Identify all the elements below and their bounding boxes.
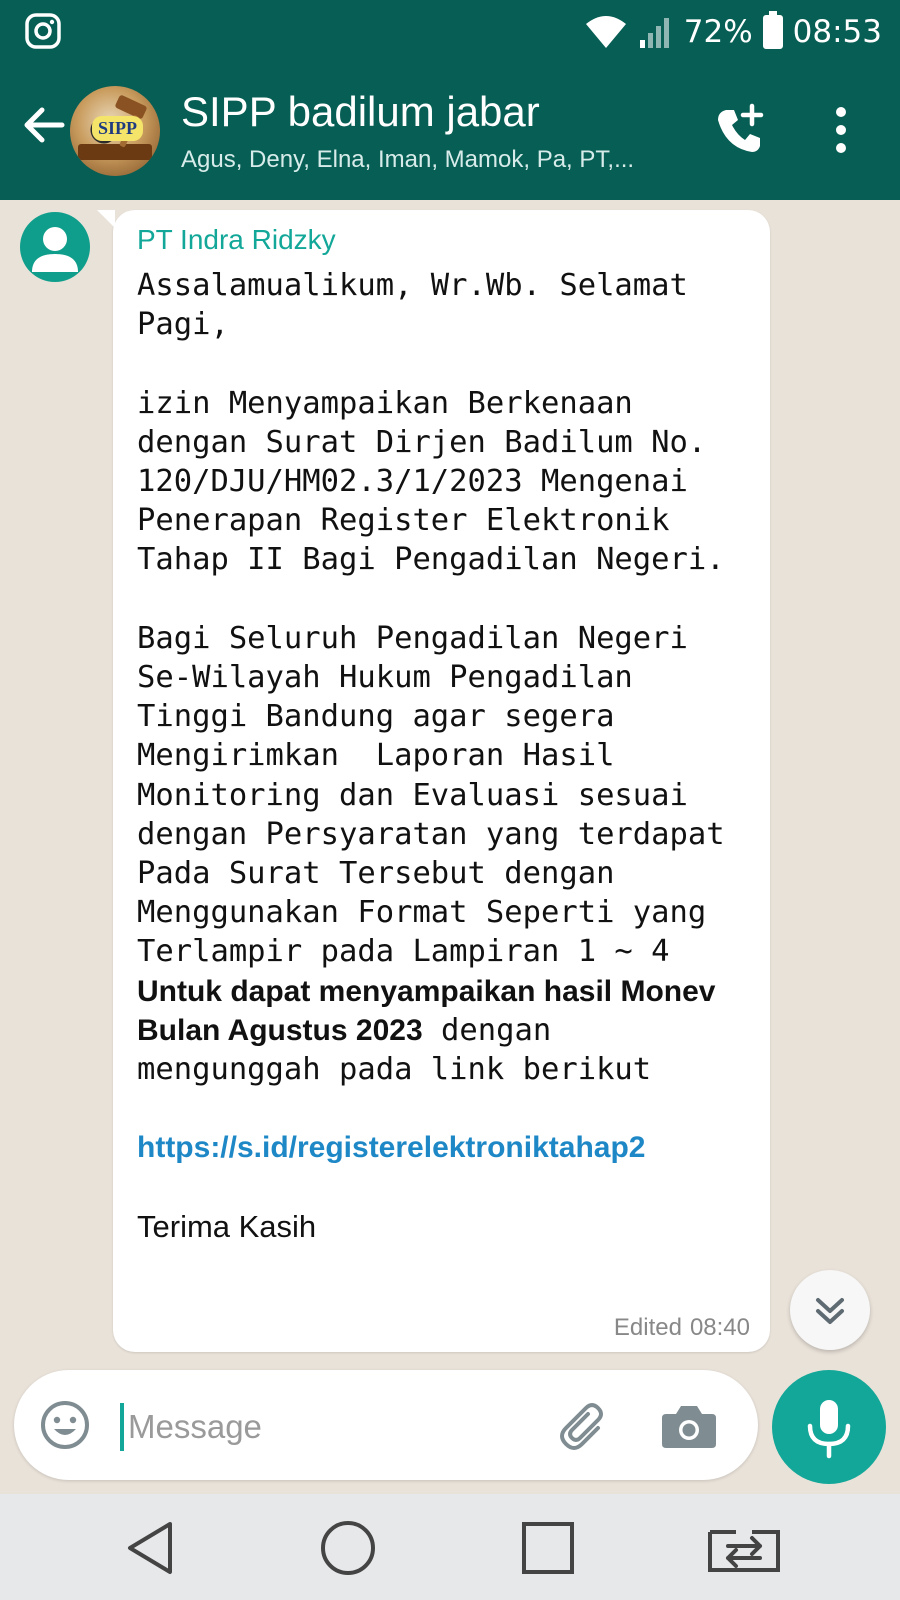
nav-back-icon[interactable] <box>122 1518 182 1578</box>
back-arrow-icon[interactable] <box>18 100 68 150</box>
battery-icon <box>763 15 783 49</box>
sender-avatar[interactable] <box>20 212 90 282</box>
message-greeting: Assalamualikum, Wr.Wb. Selamat Pagi, <box>137 268 707 343</box>
message-paragraph-1: izin Menyampaikan Berkenaan dengan Surat Dirjen Badilum No. 120/DJU/HM02.3/1/2023 Mengenai Penerapan Register Elektronik Tahap II Bagi Pengadilan Negeri. <box>137 385 725 578</box>
message-bubble[interactable] <box>113 210 770 1352</box>
message-time: 08:40 <box>689 1314 750 1341</box>
sender-name[interactable]: PT Indra Ridzky <box>137 224 336 255</box>
wifi-icon <box>584 14 628 50</box>
message-bold-text: Untuk dapat menyampaikan hasil Monev Bulan Agustus 2023 <box>137 974 724 1047</box>
message-paragraph-2-end: dengan mengunggah pada link berikut <box>137 1012 652 1088</box>
message-closing: Terima Kasih <box>137 1208 317 1244</box>
chat-area[interactable] <box>0 200 900 1495</box>
instagram-icon <box>24 12 62 50</box>
group-logo-text: SIPP <box>92 116 143 141</box>
system-nav-bar <box>0 1494 900 1600</box>
nav-home-icon[interactable] <box>318 1518 378 1578</box>
double-chevron-down-icon <box>790 1270 870 1350</box>
add-call-icon[interactable] <box>712 102 768 158</box>
emoji-icon[interactable] <box>38 1398 92 1452</box>
mic-button[interactable] <box>772 1370 886 1484</box>
status-time: 08:53 <box>792 14 882 50</box>
message-input[interactable] <box>126 1398 550 1456</box>
chat-header <box>0 62 900 200</box>
message-text <box>137 266 747 1247</box>
signal-icon <box>638 14 674 50</box>
message-composer <box>14 1370 758 1480</box>
status-bar <box>0 0 900 62</box>
nav-switch-app-icon[interactable] <box>706 1518 782 1578</box>
message-paragraph-2: Bagi Seluruh Pengadilan Negeri Se-Wilayah Hukum Pengadilan Tinggi Bandung agar segera Mengirimkan Laporan Hasil Monitoring dan Evaluasi sesuai dengan Persyaratan yang terdapat Pada Surat Tersebut dengan Menggunakan Format Seperti yang Terlampir pada Lampiran 1 ~ 4 <box>137 620 743 970</box>
person-icon <box>20 212 90 282</box>
text-caret <box>120 1403 124 1451</box>
edited-label: Edited <box>613 1314 682 1341</box>
group-name[interactable]: SIPP badilum jabar <box>181 88 540 135</box>
scroll-down-button[interactable] <box>790 1270 870 1350</box>
battery-percent: 72% <box>683 14 753 50</box>
status-indicators <box>584 10 882 54</box>
group-avatar[interactable] <box>70 86 160 176</box>
message-link[interactable]: https://s.id/registerelektroniktahap2 <box>137 1131 646 1165</box>
attach-icon[interactable] <box>554 1398 614 1454</box>
camera-icon[interactable] <box>660 1400 718 1452</box>
message-meta <box>614 1314 750 1342</box>
mic-icon <box>772 1370 886 1484</box>
more-vert-icon[interactable] <box>826 102 856 158</box>
group-members[interactable]: Agus, Deny, Elna, Iman, Mamok, Pa, PT,... <box>181 146 635 173</box>
nav-recents-icon[interactable] <box>518 1518 578 1578</box>
